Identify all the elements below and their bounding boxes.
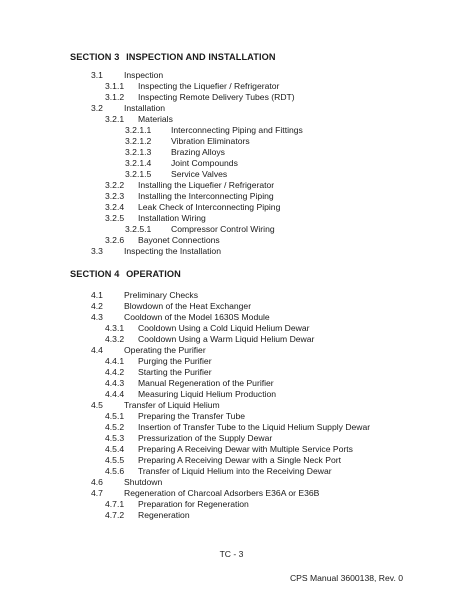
toc-entry-number: 4.5.6 — [105, 466, 125, 476]
toc-entry-title: Inspection — [124, 70, 164, 80]
toc-entry-title: Installing the Liquefier / Refrigerator — [138, 180, 275, 190]
toc-entry-number: 4.7.1 — [105, 499, 125, 509]
toc-entry-number: 4.6 — [91, 477, 103, 487]
toc-entry-title: Manual Regeneration of the Purifier — [138, 378, 274, 388]
toc-entry-number: 3.1.1 — [105, 81, 125, 91]
toc-entry-title: Preparing A Receiving Dewar with Multiple Service Ports — [138, 444, 353, 454]
toc-entry-title: Cooldown of the Model 1630S Module — [124, 312, 270, 322]
toc-entry-title: Transfer of Liquid Helium — [124, 400, 220, 410]
toc-entry-title: Inspecting Remote Delivery Tubes (RDT) — [138, 92, 295, 102]
toc-entry-number: 3.2 — [91, 103, 103, 113]
toc-entry-number: 3.2.1.2 — [125, 136, 152, 146]
toc-entry-title: Preparation for Regeneration — [138, 499, 249, 509]
toc-entry-number: 4.5.1 — [105, 411, 125, 421]
toc-entry-title: Interconnecting Piping and Fittings — [171, 125, 303, 135]
toc-entry-title: Joint Compounds — [171, 158, 238, 168]
toc-entry-number: 3.2.2 — [105, 180, 125, 190]
toc-entry-number: 4.4.2 — [105, 367, 125, 377]
toc-entry-title: Pressurization of the Supply Dewar — [138, 433, 273, 443]
toc-entry-title: Blowdown of the Heat Exchanger — [124, 301, 252, 311]
toc-entry-number: 4.4.1 — [105, 356, 125, 366]
toc-entry-title: Compressor Control Wiring — [171, 224, 275, 234]
toc-entry-number: 4.5 — [91, 400, 103, 410]
toc-entry-title: Installation Wiring — [138, 213, 206, 223]
section-title: OPERATION — [126, 269, 181, 279]
toc-entry-number: 4.5.3 — [105, 433, 125, 443]
toc-entry-number: 4.1 — [91, 290, 103, 300]
toc-entry-title: Purging the Purifier — [138, 356, 212, 366]
toc-entry-number: 3.2.6 — [105, 235, 125, 245]
toc-entry-title: Leak Check of Interconnecting Piping — [138, 202, 281, 212]
toc-entry-number: 3.2.1 — [105, 114, 125, 124]
toc-entry-title: Cooldown Using a Cold Liquid Helium Dewar — [138, 323, 310, 333]
toc-entry-title: Installing the Interconnecting Piping — [138, 191, 274, 201]
toc-entry-title: Starting the Purifier — [138, 367, 212, 377]
toc-entry-number: 4.7.2 — [105, 510, 125, 520]
page-number: TC - 3 — [219, 549, 244, 559]
toc-entry-title: Materials — [138, 114, 173, 124]
toc-entry-number: 4.4 — [91, 345, 103, 355]
toc-entry-number: 4.5.4 — [105, 444, 125, 454]
toc-entry-number: 4.4.3 — [105, 378, 125, 388]
toc-entry-number: 3.2.1.4 — [125, 158, 152, 168]
toc-entry-title: Vibration Eliminators — [171, 136, 250, 146]
toc-entry-title: Shutdown — [124, 477, 163, 487]
toc-entry-number: 3.2.1.3 — [125, 147, 152, 157]
toc-entry-title: Bayonet Connections — [138, 235, 220, 245]
toc-entry-title: Transfer of Liquid Helium into the Receiving Dewar — [138, 466, 332, 476]
toc-entry-number: 3.2.5 — [105, 213, 125, 223]
toc-entry-number: 3.2.3 — [105, 191, 125, 201]
toc-entry-title: Measuring Liquid Helium Production — [138, 389, 277, 399]
section-label: SECTION 3 — [70, 52, 120, 62]
toc-entry-title: Preparing the Transfer Tube — [138, 411, 246, 421]
toc-entry-number: 3.2.5.1 — [125, 224, 152, 234]
toc-entry-title: Insertion of Transfer Tube to the Liquid Helium Supply Dewar — [138, 422, 371, 432]
toc-entry-number: 3.1.2 — [105, 92, 125, 102]
toc-entry-number: 3.2.4 — [105, 202, 125, 212]
toc-entry-title: Preliminary Checks — [124, 290, 199, 300]
toc-entry-title: Installation — [124, 103, 166, 113]
section-4-heading — [70, 269, 181, 279]
toc-entry-number: 3.2.1.5 — [125, 169, 152, 179]
toc-entry-title: Inspecting the Liquefier / Refrigerator — [138, 81, 280, 91]
toc-entry-title: Service Valves — [171, 169, 228, 179]
section-label: SECTION 4 — [70, 269, 120, 279]
toc-entry-number: 4.3.2 — [105, 334, 125, 344]
toc-entry-number: 3.1 — [91, 70, 103, 80]
toc-entry-number: 4.5.2 — [105, 422, 125, 432]
toc-entry-number: 4.2 — [91, 301, 103, 311]
toc-entry-number: 4.3 — [91, 312, 103, 322]
toc-entry-title: Regeneration of Charcoal Adsorbers E36A or E36B — [124, 488, 320, 498]
toc-entry-number: 3.3 — [91, 246, 103, 256]
toc-entry-title: Cooldown Using a Warm Liquid Helium Dewar — [138, 334, 315, 344]
toc-entry-number: 4.7 — [91, 488, 103, 498]
toc-entry-title: Brazing Alloys — [171, 147, 225, 157]
toc-entry-title: Operating the Purifier — [124, 345, 206, 355]
section-3-heading — [70, 52, 276, 62]
toc-entry-number: 4.4.4 — [105, 389, 125, 399]
toc-entry-title: Inspecting the Installation — [124, 246, 221, 256]
toc-entry-title: Preparing A Receiving Dewar with a Single Neck Port — [138, 455, 342, 465]
manual-reference: CPS Manual 3600138, Rev. 0 — [289, 573, 403, 583]
toc-entry-title: Regeneration — [138, 510, 190, 520]
toc-entry-number: 3.2.1.1 — [125, 125, 152, 135]
toc-entry-number: 4.5.5 — [105, 455, 125, 465]
toc-entry-number: 4.3.1 — [105, 323, 125, 333]
section-title: INSPECTION AND INSTALLATION — [126, 52, 276, 62]
